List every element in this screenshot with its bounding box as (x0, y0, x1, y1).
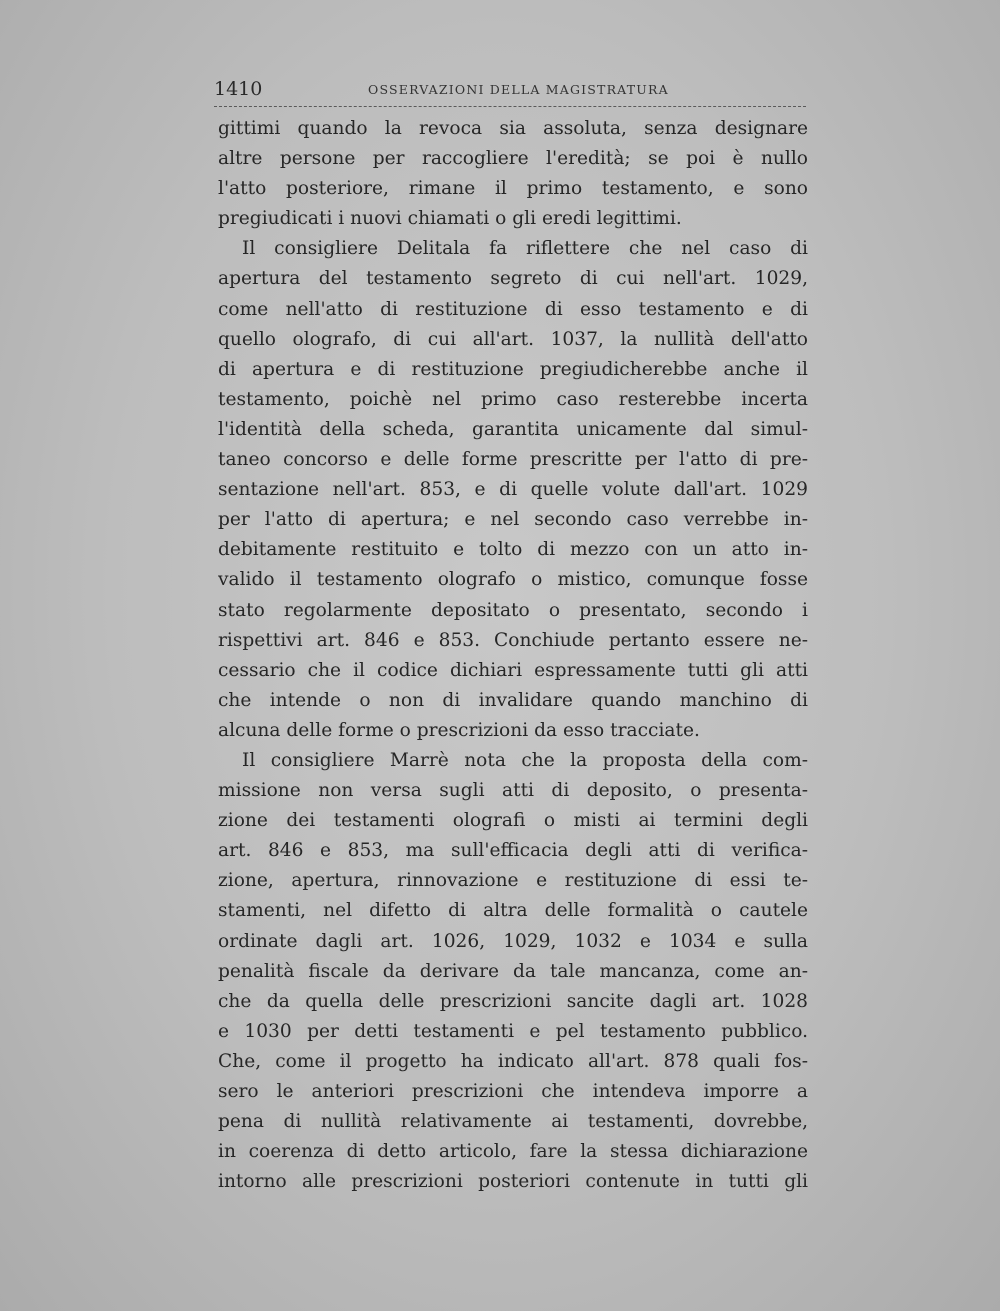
text-line: che da quella delle prescrizioni sancite dagli art. 1028 (218, 990, 808, 1012)
running-title: OSSERVAZIONI DELLA MAGISTRATURA (368, 82, 669, 97)
page-number: 1410 (214, 78, 263, 100)
text-line: altre persone per raccogliere l'eredità; se poi è nullo (218, 148, 808, 170)
text-line: ordinate dagli art. 1026, 1029, 1032 e 1034 e sulla (218, 930, 808, 952)
text-line: Che, come il progetto ha indicato all'art. 878 quali fos- (218, 1050, 808, 1072)
body-text (218, 114, 808, 1197)
paragraph-end-line: pregiudicati i nuovi chiamati o gli eredi legittimi. (218, 208, 682, 230)
text-line: sentazione nell'art. 853, e di quelle volute dall'art. 1029 (218, 479, 808, 501)
text-line: penalità fiscale da derivare da tale mancanza, come an- (218, 960, 808, 982)
text-line: e 1030 per detti testamenti e pel testamento pubblico. (218, 1020, 808, 1042)
text-line: debitamente restituito e tolto di mezzo con un atto in- (218, 539, 808, 561)
text-line: sero le anteriori prescrizioni che intendeva imporre a (218, 1081, 808, 1102)
text-line: taneo concorso e delle forme prescritte per l'atto di pre- (218, 449, 808, 471)
text-line: testamento, poichè nel primo caso resterebbe incerta (218, 388, 808, 410)
text-line: gittimi quando la revoca sia assoluta, senza designare (218, 118, 808, 139)
text-line: intorno alle prescrizioni posteriori contenute in tutti gli (218, 1171, 808, 1193)
paragraph-end-line: alcuna delle forme o prescrizioni da esso tracciate. (218, 719, 700, 741)
text-line: stamenti, nel difetto di altra delle formalità o cautele (218, 900, 808, 922)
text-line: zione, apertura, rinnovazione e restituzione di essi te- (218, 870, 808, 892)
text-line: Il consigliere Delitala fa riflettere che nel caso di (242, 238, 808, 260)
running-header (214, 78, 806, 107)
text-line: per l'atto di apertura; e nel secondo caso verrebbe in- (218, 509, 808, 531)
text-line: missione non versa sugli atti di deposito, o presenta- (218, 780, 808, 802)
text-line: valido il testamento olografo o mistico, comunque fosse (218, 569, 808, 591)
text-line: art. 846 e 853, ma sull'efficacia degli atti di verifica- (218, 840, 808, 862)
text-line: pena di nullità relativamente ai testamenti, dovrebbe, (218, 1111, 808, 1133)
text-line: di apertura e di restituzione pregiudicherebbe anche il (218, 358, 808, 380)
text-line: l'identità della scheda, garantita unicamente dal simul- (218, 418, 808, 440)
text-line: stato regolarmente depositato o presentato, secondo i (218, 599, 808, 621)
text-line: rispettivi art. 846 e 853. Conchiude pertanto essere ne- (218, 629, 808, 651)
text-line: cessario che il codice dichiari espressamente tutti gli atti (218, 659, 808, 681)
text-line: in coerenza di detto articolo, fare la stessa dichiarazione (218, 1141, 808, 1163)
text-line: zione dei testamenti olografi o misti ai termini degli (218, 810, 808, 832)
text-line: che intende o non di invalidare quando manchino di (218, 689, 808, 711)
text-line: apertura del testamento segreto di cui nell'art. 1029, (218, 268, 808, 290)
text-line: quello olografo, di cui all'art. 1037, la nullità dell'atto (218, 328, 808, 350)
text-line: l'atto posteriore, rimane il primo testamento, e sono (218, 178, 808, 200)
text-line: Il consigliere Marrè nota che la proposta della com- (242, 749, 808, 771)
text-line: come nell'atto di restituzione di esso testamento e di (218, 298, 808, 320)
